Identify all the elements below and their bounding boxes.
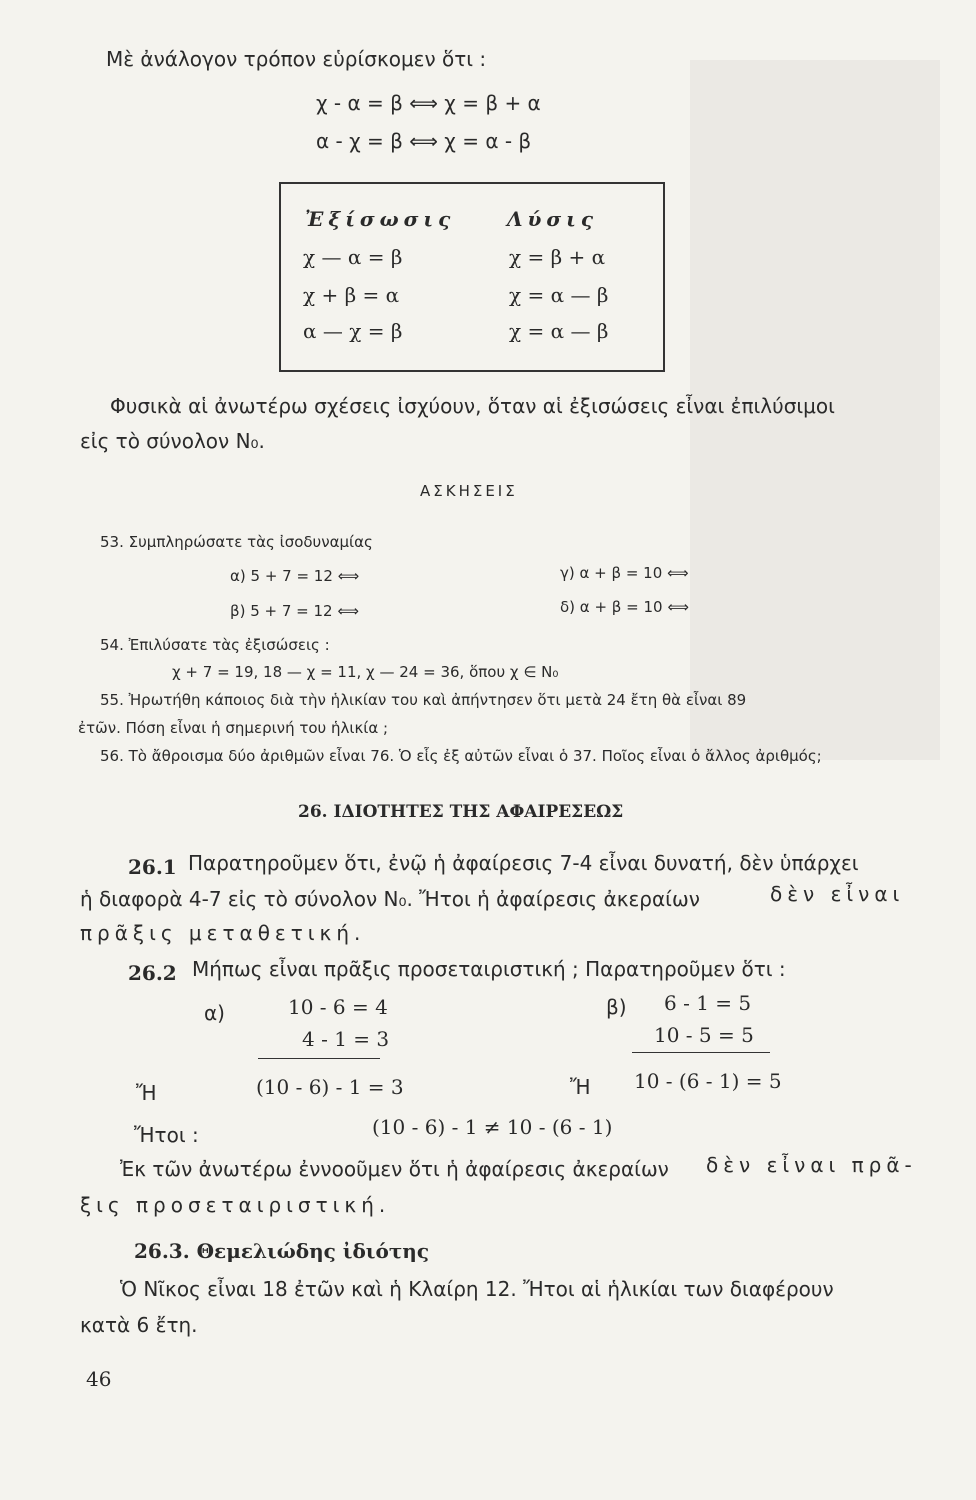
paragraph-26-3-title: 26.3. Θεμελιώδης ἰδιότης	[134, 1239, 429, 1263]
table-row-solution: χ = α — β	[509, 283, 609, 307]
page-number: 46	[86, 1367, 112, 1391]
equation-solution-table	[279, 182, 665, 372]
case-b-line-1: 6 - 1 = 5	[664, 991, 752, 1015]
case-a-result: (10 - 6) - 1 = 3	[256, 1075, 404, 1099]
case-b-line-2: 10 - 5 = 5	[654, 1023, 754, 1047]
table-row-solution: χ = β + α	[509, 245, 606, 269]
conclusion-emphasis: δὲν εἶναι πρᾶ-	[706, 1153, 917, 1177]
case-a-line-1: 10 - 6 = 4	[288, 995, 388, 1019]
table-row-equation: χ + β = α	[303, 283, 400, 307]
remark-line-1: Φυσικὰ αἱ ἀνωτέρω σχέσεις ἰσχύουν, ὅταν αἱ ἐξισώσεις εἶναι ἐπιλύσιμοι	[110, 394, 835, 418]
paragraph-26-3-line-2: κατὰ 6 ἔτη.	[80, 1313, 198, 1337]
case-a-label: α)	[204, 1001, 225, 1025]
paragraph-number-26-2: 26.2	[128, 961, 177, 985]
conclusion-line-2: ξις προσεταιριστική.	[80, 1193, 391, 1217]
paragraph-26-1-line-3: πρᾶξις μεταθετική.	[80, 921, 366, 945]
equivalence-1: χ - α = β ⟺ χ = β + α	[316, 91, 541, 115]
paragraph-26-1-line-1: Παρατηροῦμεν ὅτι, ἐνῷ ἡ ἀφαίρεσις 7-4 εἶναι δυνατή, δὲν ὑπάρχει	[188, 851, 859, 875]
inequality: (10 - 6) - 1 ≠ 10 - (6 - 1)	[372, 1115, 613, 1139]
intro-text: Μὲ ἀνάλογον τρόπον εὑρίσκομεν ὅτι :	[106, 47, 487, 71]
case-b-rule	[632, 1052, 770, 1053]
exercise-53d: δ) α + β = 10 ⟺	[560, 598, 689, 616]
section-title: 26. ΙΔΙΟΤΗΤΕΣ ΤΗΣ ΑΦΑΙΡΕΣΕΩΣ	[298, 802, 624, 822]
table-header-solution: Λύσις	[507, 207, 598, 231]
table-row-equation: χ — α = β	[303, 245, 403, 269]
case-b-result: 10 - (6 - 1) = 5	[634, 1069, 782, 1093]
conclusion-line-1: Ἐκ τῶν ἀνωτέρω ἐννοοῦμεν ὅτι ἡ ἀφαίρεσις ἀκεραίων	[120, 1157, 669, 1181]
case-b-label: β)	[606, 995, 627, 1019]
case-a-line-2: 4 - 1 = 3	[302, 1027, 390, 1051]
exercise-55-line-1: 55. Ἠρωτήθη κάποιος διὰ τὴν ἡλικίαν του καὶ ἀπήντησεν ὅτι μετὰ 24 ἔτη θὰ εἶναι 89	[100, 691, 747, 709]
table-row-equation: α — χ = β	[303, 319, 403, 343]
table-header-equation: Ἐξίσωσις	[305, 207, 456, 231]
paragraph-26-1-line-2: ἡ διαφορὰ 4-7 εἰς τὸ σύνολον N₀. Ἤτοι ἡ ἀφαίρεσις ἀκεραίων	[80, 887, 700, 911]
exercise-53a: α) 5 + 7 = 12 ⟺	[230, 567, 360, 585]
exercise-56: 56. Τὸ ἄθροισμα δύο ἀριθμῶν εἶναι 76. Ὁ εἷς ἐξ αὐτῶν εἶναι ὁ 37. Ποῖος εἶναι ὁ ἄλλος ἀριθμός;	[100, 747, 822, 765]
exercise-53c: γ) α + β = 10 ⟺	[560, 564, 689, 582]
paragraph-26-3-line-1: Ὁ Νῖκος εἶναι 18 ἐτῶν καὶ ἡ Κλαίρη 12. Ἤτοι αἱ ἡλικίαι των διαφέρουν	[120, 1277, 834, 1301]
case-a-rule	[258, 1058, 380, 1059]
exercise-53b: β) 5 + 7 = 12 ⟺	[230, 602, 359, 620]
paragraph-26-1-emphasis: δὲν εἶναι	[770, 882, 905, 906]
exercise-54-equations: χ + 7 = 19, 18 — χ = 11, χ — 24 = 36, ὅπου χ ∈ N₀	[172, 663, 559, 681]
or-label-a: Ἤ	[136, 1081, 157, 1105]
exercises-title: ΑΣΚΗΣΕΙΣ	[420, 482, 518, 500]
table-row-solution: χ = α — β	[509, 319, 609, 343]
paragraph-26-2-line-1: Μήπως εἶναι πρᾶξις προσεταιριστική ; Παρατηροῦμεν ὅτι :	[192, 957, 786, 981]
exercise-54: 54. Ἐπιλύσατε τὰς ἐξισώσεις :	[100, 636, 330, 654]
equivalence-2: α - χ = β ⟺ χ = α - β	[316, 129, 532, 153]
paragraph-number-26-1: 26.1	[128, 855, 177, 879]
exercise-55-line-2: ἐτῶν. Πόση εἶναι ἡ σημερινή του ἡλικία ;	[78, 719, 389, 737]
exercise-53: 53. Συμπληρώσατε τὰς ἰσοδυναμίας	[100, 533, 373, 551]
or-label-b: Ἤ	[570, 1075, 591, 1099]
remark-line-2: εἰς τὸ σύνολον N₀.	[80, 429, 265, 453]
htoi-label: Ἤτοι :	[134, 1123, 199, 1147]
